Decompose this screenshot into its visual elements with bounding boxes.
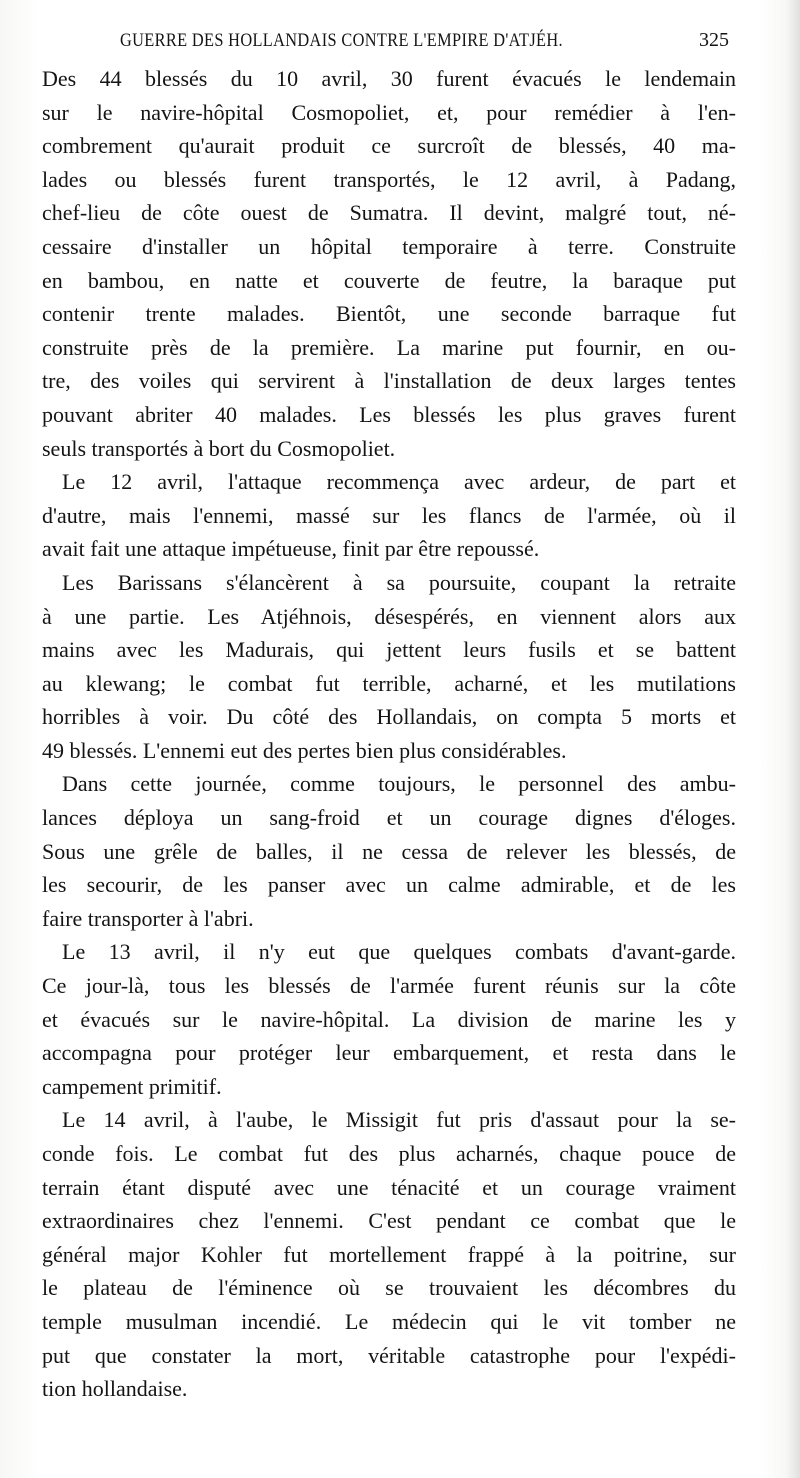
text-line: accompagna pour protéger leur embarquement, et resta dans le bbox=[42, 1040, 736, 1066]
text-line: d'autre, mais l'ennemi, massé sur les flancs de l'armée, où il bbox=[42, 502, 736, 528]
text-line: le plateau de l'éminence où se trouvaient les décombres du bbox=[42, 1275, 736, 1301]
text-line: tre, des voiles qui servirent à l'installation de deux larges tentes bbox=[42, 368, 736, 394]
paragraph-barissans bbox=[42, 566, 736, 768]
text-line: lances déploya un sang-froid et un courage dignes d'éloges. bbox=[42, 805, 736, 831]
paragraph-april-14 bbox=[42, 1103, 736, 1405]
text-line: Des 44 blessés du 10 avril, 30 furent évacués le lendemain bbox=[42, 66, 736, 91]
text-line: pouvant abriter 40 malades. Les blessés les plus graves furent bbox=[42, 401, 736, 427]
paragraph-ambulances bbox=[42, 767, 736, 935]
text-line: à une partie. Les Atjéhnois, désespérés, en viennent alors aux bbox=[42, 603, 736, 629]
text-line: en bambou, en natte et couverte de feutre, la baraque put bbox=[42, 267, 736, 293]
text-line: Le 14 avril, à l'aube, le Missigit fut pris d'assaut pour la se- bbox=[62, 1107, 736, 1133]
text-line: combrement qu'aurait produit ce surcroît de blessés, 40 ma- bbox=[42, 133, 736, 159]
text-line: Ce jour-là, tous les blessés de l'armée furent réunis sur la côte bbox=[42, 973, 736, 999]
text-line: Sous une grêle de balles, il ne cessa de relever les blessés, de bbox=[42, 838, 736, 864]
text-line: chef-lieu de côte ouest de Sumatra. Il devint, malgré tout, né- bbox=[42, 200, 736, 226]
page-number: 325 bbox=[699, 29, 729, 51]
text-line: campement primitif. bbox=[42, 1073, 222, 1099]
body-text bbox=[42, 62, 736, 1406]
text-line: Le 13 avril, il n'y eut que quelques combats d'avant-garde. bbox=[62, 939, 736, 965]
text-line: les secourir, de les panser avec un calme admirable, et de les bbox=[42, 872, 736, 898]
text-line: conde fois. Le combat fut des plus acharnés, chaque pouce de bbox=[42, 1141, 736, 1166]
text-line: contenir trente malades. Bientôt, une seconde barraque fut bbox=[42, 301, 736, 327]
page-edge-shadow bbox=[786, 0, 800, 1478]
text-line: horribles à voir. Du côté des Hollandais, on compta 5 morts et bbox=[42, 704, 736, 730]
text-line: extraordinaires chez l'ennemi. C'est pendant ce combat que le bbox=[42, 1208, 736, 1234]
text-line: sur le navire-hôpital Cosmopoliet, et, pour remédier à l'en- bbox=[42, 99, 736, 125]
text-line: seuls transportés à bort du Cosmopoliet. bbox=[42, 435, 396, 461]
text-line: 49 blessés. L'ennemi eut des pertes bien plus considérables. bbox=[42, 737, 567, 763]
text-line: lades ou blessés furent transportés, le 12 avril, à Padang, bbox=[42, 166, 736, 192]
running-header: GUERRE DES HOLLANDAIS CONTRE L'EMPIRE D'ATJÉH. bbox=[120, 30, 563, 51]
text-line: construite près de la première. La marine put fournir, en ou- bbox=[42, 334, 736, 360]
text-line: temple musulman incendié. Le médecin qui le vit tomber ne bbox=[42, 1308, 736, 1334]
text-line: et évacués sur le navire-hôpital. La division de marine les y bbox=[42, 1006, 736, 1032]
paragraph-april-12 bbox=[42, 465, 736, 566]
text-line: put que constater la mort, véritable catastrophe pour l'expédi- bbox=[42, 1342, 736, 1368]
text-line: terrain étant disputé avec une ténacité et un courage vraiment bbox=[42, 1174, 736, 1200]
text-line: général major Kohler fut mortellement frappé à la poitrine, sur bbox=[42, 1241, 736, 1267]
text-line: Le 12 avril, l'attaque recommença avec ardeur, de part et bbox=[62, 469, 736, 495]
text-line: au klewang; le combat fut terrible, acharné, et les mutilations bbox=[42, 670, 736, 696]
text-line: tion hollandaise. bbox=[42, 1376, 188, 1402]
text-line: cessaire d'installer un hôpital temporaire à terre. Construite bbox=[42, 233, 736, 259]
paragraph-april-13 bbox=[42, 935, 736, 1103]
text-line: avait fait une attaque impétueuse, finit par être repoussé. bbox=[42, 536, 540, 562]
text-line: Dans cette journée, comme toujours, le personnel des ambu- bbox=[62, 771, 736, 797]
text-line: Les Barissans s'élancèrent à sa poursuite, coupant la retraite bbox=[62, 569, 736, 595]
text-line: faire transporter à l'abri. bbox=[42, 905, 254, 931]
text-line: mains avec les Madurais, qui jettent leurs fusils et se battent bbox=[42, 637, 736, 663]
paragraph-evacuation bbox=[42, 62, 736, 465]
